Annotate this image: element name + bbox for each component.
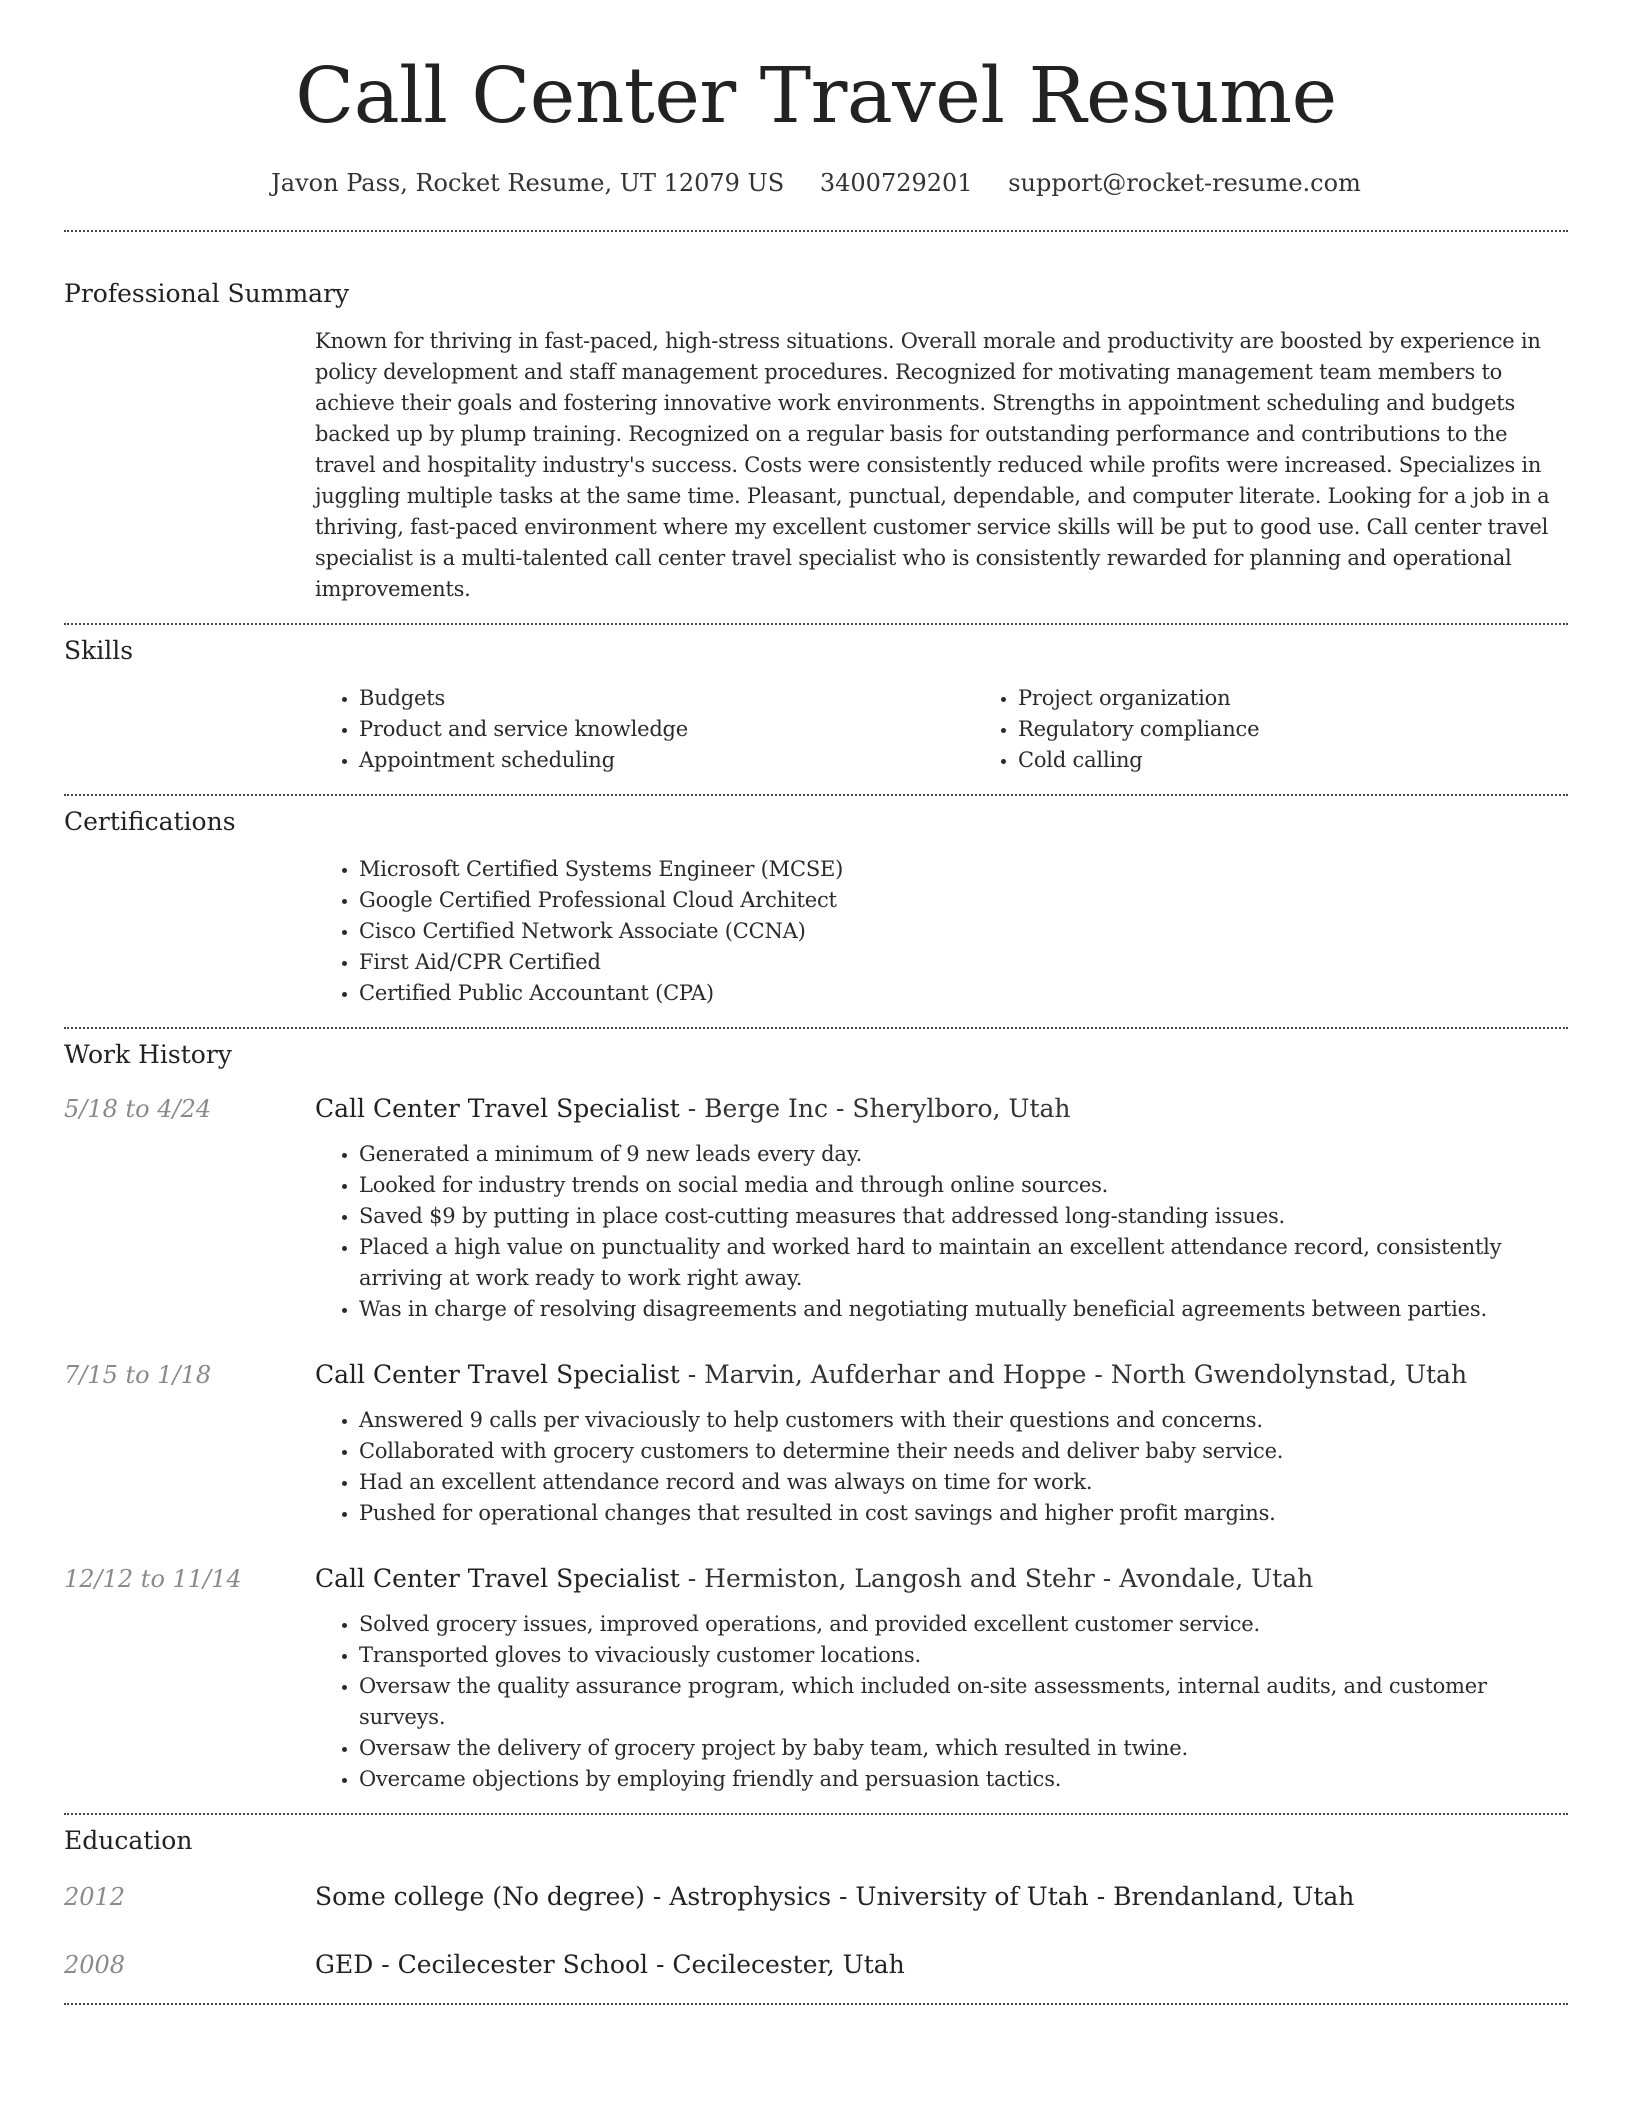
job-bullet: • Collaborated with grocery customers to determine their needs and deliver baby service. [359, 1436, 1568, 1467]
section-heading-work-history: Work History [64, 1040, 232, 1069]
certifications-list [315, 854, 1568, 1009]
resume-page [64, 0, 1568, 2005]
skills-list-right [974, 683, 1632, 776]
certification-item: • Google Certified Professional Cloud Architect [359, 885, 1568, 916]
job-bullet: • Oversaw the delivery of grocery project by baby team, which resulted in twine. [359, 1733, 1568, 1764]
contact-phone: 3400729201 [819, 169, 973, 197]
summary-section [64, 232, 1568, 605]
education-year: 2008 [64, 1951, 126, 1979]
section-heading-summary: Professional Summary [64, 279, 350, 308]
job-entry [64, 1359, 1568, 1529]
job-dates: 5/18 to 4/24 [64, 1095, 212, 1123]
skill-item: • Regulatory compliance [1018, 714, 1632, 745]
education-detail: GED - Cecilecester School - Cecilecester, Utah [315, 1950, 905, 1979]
section-heading-certifications: Certifications [64, 807, 236, 836]
divider [64, 2003, 1568, 2005]
job-bullet: • Transported gloves to vivaciously customer locations. [359, 1640, 1568, 1671]
job-bullet: • Pushed for operational changes that resulted in cost savings and higher profit margins. [359, 1498, 1568, 1529]
education-detail: Some college (No degree) - Astrophysics - University of Utah - Brendanland, Utah [315, 1882, 1355, 1911]
resume-title: Call Center Travel Resume [295, 52, 1337, 141]
education-year: 2012 [64, 1883, 126, 1911]
certification-item: • First Aid/CPR Certified [359, 947, 1568, 978]
certifications-section [64, 796, 1568, 1009]
job-bullet: • Placed a high value on punctuality and worked hard to maintain an excellent attendance record, consistently arriving at work ready to work right away. [359, 1232, 1568, 1294]
job-bullet: • Answered 9 calls per vivaciously to help customers with their questions and concerns. [359, 1405, 1568, 1436]
job-bullet: • Saved $9 by putting in place cost-cutting measures that addressed long-standing issues. [359, 1201, 1568, 1232]
job-entry [64, 1093, 1568, 1325]
work-history-section [64, 1029, 1568, 1795]
job-entry [64, 1563, 1568, 1795]
job-dates: 7/15 to 1/18 [64, 1361, 212, 1389]
education-entry [64, 1881, 1568, 1913]
section-heading-education: Education [64, 1826, 193, 1855]
job-heading [315, 1093, 1568, 1125]
job-bullets [315, 1609, 1568, 1795]
job-bullet: • Solved grocery issues, improved operations, and provided excellent customer service. [359, 1609, 1568, 1640]
job-role: Call Center Travel Specialist [315, 1564, 680, 1593]
job-role: Call Center Travel Specialist [315, 1360, 680, 1389]
job-bullets [315, 1139, 1568, 1325]
job-role: Call Center Travel Specialist [315, 1094, 680, 1123]
job-bullet: • Overcame objections by employing friendly and persuasion tactics. [359, 1764, 1568, 1795]
summary-text: Known for thriving in fast-paced, high-stress situations. Overall morale and productivity are boosted by experience in policy development and staff management procedures. Recognized for motivating management team members to achieve their goals and fostering innovative work environments. Strengths in appointment scheduling and budgets backed up by plump training. Recognized on a regular basis for outstanding performance and contributions to the travel and hospitality industry's success. Costs were consistently reduced while profits were increased. Specializes in juggling multiple tasks at the same time. Pleasant, punctual, dependable, and computer literate. Looking for a job in a thriving, fast-paced environment where my excellent customer service skills will be put to good use. Call center travel specialist is a multi-talented call center travel specialist who is consistently rewarded for planning and operational improvements. [315, 329, 1550, 601]
job-heading [315, 1563, 1568, 1595]
contact-address: Javon Pass, Rocket Resume, UT 12079 US [271, 169, 785, 197]
contact-line [64, 168, 1568, 198]
job-bullet: • Looked for industry trends on social media and through online sources. [359, 1170, 1568, 1201]
certification-item: • Microsoft Certified Systems Engineer (MCSE) [359, 854, 1568, 885]
contact-email: support@rocket-resume.com [1008, 169, 1361, 197]
job-company: - Marvin, Aufderhar and Hoppe - North Gwendolynstad, Utah [679, 1360, 1468, 1389]
education-section [64, 1815, 1568, 1981]
job-dates: 12/12 to 11/14 [64, 1565, 242, 1593]
job-bullet: • Had an excellent attendance record and was always on time for work. [359, 1467, 1568, 1498]
skill-item: • Budgets [359, 683, 974, 714]
skill-item: • Appointment scheduling [359, 745, 974, 776]
job-bullets [315, 1405, 1568, 1529]
skills-section [64, 625, 1568, 776]
skill-item: • Product and service knowledge [359, 714, 974, 745]
section-heading-skills: Skills [64, 636, 134, 665]
job-bullet: • Oversaw the quality assurance program, which included on-site assessments, internal audits, and customer surveys. [359, 1671, 1568, 1733]
skill-item: • Cold calling [1018, 745, 1632, 776]
job-company: - Hermiston, Langosh and Stehr - Avondale, Utah [679, 1564, 1314, 1593]
education-entry [64, 1949, 1568, 1981]
job-bullet: • Was in charge of resolving disagreements and negotiating mutually beneficial agreements between parties. [359, 1294, 1568, 1325]
skill-item: • Project organization [1018, 683, 1632, 714]
skills-list-left [315, 683, 974, 776]
certification-item: • Certified Public Accountant (CPA) [359, 978, 1568, 1009]
job-company: - Berge Inc - Sherylboro, Utah [679, 1094, 1071, 1123]
job-bullet: • Generated a minimum of 9 new leads every day. [359, 1139, 1568, 1170]
certification-item: • Cisco Certified Network Associate (CCNA) [359, 916, 1568, 947]
job-heading [315, 1359, 1568, 1391]
